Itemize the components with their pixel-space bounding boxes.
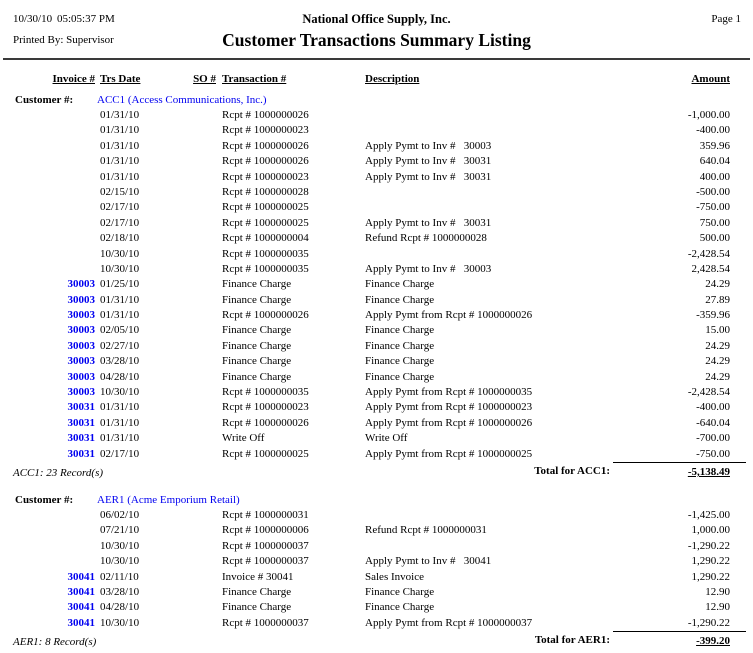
transaction-row [8, 108, 746, 123]
trs-date: 03/28/10 [100, 355, 140, 368]
transaction-number: Rcpt # 1000000026 [222, 139, 309, 152]
amount: -500.00 [696, 185, 730, 198]
so-number [165, 170, 216, 185]
description [365, 108, 620, 123]
total-label: Total for AER1: [534, 634, 610, 647]
amount: 1,000.00 [691, 524, 730, 537]
amount: 12.90 [705, 585, 730, 598]
customer-label: Customer #: [15, 493, 74, 506]
trs-date: 02/15/10 [100, 185, 140, 198]
record-count: ACC1: 23 Record(s) [13, 466, 104, 479]
transactions-table [8, 73, 746, 653]
amount: 500.00 [699, 232, 730, 245]
description: Apply Pymt from Rcpt # 1000000026 [365, 416, 533, 429]
so-number [165, 523, 216, 538]
description: Write Off [365, 432, 408, 445]
invoice-number-link [8, 262, 95, 277]
printed-by: Printed By: Supervisor [13, 34, 114, 46]
transaction-number: Rcpt # 1000000023 [222, 170, 309, 183]
trs-date: 01/31/10 [100, 432, 140, 445]
invoice-number-link [8, 554, 95, 569]
so-number [165, 416, 216, 431]
sections [8, 91, 746, 649]
so-number [165, 216, 216, 231]
so-number [165, 185, 216, 200]
trs-date: 02/17/10 [100, 201, 140, 214]
trs-date: 10/30/10 [100, 555, 140, 568]
transaction-row [8, 431, 746, 446]
description: Finance Charge [365, 601, 435, 614]
transaction-row [8, 400, 746, 415]
amount: 24.29 [705, 370, 730, 383]
amount: 24.29 [705, 339, 730, 352]
transaction-number: Finance Charge [222, 601, 292, 614]
so-number [165, 508, 216, 523]
col-so: SO # [193, 73, 216, 85]
so-number [165, 154, 216, 169]
transaction-row [8, 600, 746, 615]
transaction-number: Write Off [222, 432, 265, 445]
so-number [165, 539, 216, 554]
trs-date: 02/17/10 [100, 447, 140, 460]
invoice-number-link [8, 508, 95, 523]
transaction-row [8, 231, 746, 246]
transaction-number: Rcpt # 1000000004 [222, 232, 309, 245]
transaction-number: Rcpt # 1000000026 [222, 416, 309, 429]
amount: -750.00 [696, 447, 730, 460]
transaction-row [8, 216, 746, 231]
invoice-number-link [8, 108, 95, 123]
transaction-row [8, 370, 746, 385]
total-label: Total for ACC1: [534, 464, 610, 477]
transaction-row [8, 123, 746, 138]
trs-date: 10/30/10 [100, 262, 140, 275]
description [365, 508, 620, 523]
transaction-row [8, 200, 746, 215]
transaction-row [8, 247, 746, 262]
transaction-number: Rcpt # 1000000035 [222, 247, 309, 260]
trs-date: 02/05/10 [100, 324, 140, 337]
transaction-row [8, 523, 746, 538]
description: Apply Pymt to Inv # 30031 [365, 216, 492, 229]
so-number [165, 323, 216, 338]
transaction-row [8, 554, 746, 569]
amount: 359.96 [699, 139, 730, 152]
transaction-row [8, 293, 746, 308]
description: Finance Charge [365, 324, 435, 337]
col-invoice: Invoice # [52, 73, 95, 85]
amount: 400.00 [699, 170, 730, 183]
transaction-row [8, 570, 746, 585]
transaction-number: Rcpt # 1000000023 [222, 124, 309, 137]
section-total-row [8, 631, 746, 649]
so-number [165, 431, 216, 446]
trs-date: 01/31/10 [100, 109, 140, 121]
invoice-number-link[interactable]: 30003 [67, 370, 95, 383]
invoice-number-link [8, 123, 95, 138]
invoice-number-link[interactable]: 30003 [67, 293, 95, 306]
total-amount: -399.20 [613, 631, 746, 649]
transaction-row [8, 416, 746, 431]
so-number [165, 277, 216, 292]
amount: 1,290.22 [691, 555, 730, 568]
description: Apply Pymt from Rcpt # 1000000023 [365, 401, 533, 414]
company-name: National Office Supply, Inc. [302, 12, 451, 26]
invoice-number-link [8, 154, 95, 169]
description: Sales Invoice [365, 570, 424, 583]
section-total-row [8, 462, 746, 480]
amount: -1,290.22 [687, 539, 730, 552]
transaction-row [8, 508, 746, 523]
transaction-row [8, 308, 746, 323]
so-number [165, 339, 216, 354]
description [365, 247, 620, 262]
description: Finance Charge [365, 370, 435, 383]
column-headers [8, 73, 746, 91]
invoice-number-link [8, 216, 95, 231]
trs-date: 01/31/10 [100, 155, 140, 168]
transaction-row [8, 539, 746, 554]
amount: 12.90 [705, 601, 730, 614]
description: Finance Charge [365, 293, 435, 306]
transaction-number: Finance Charge [222, 370, 292, 383]
description: Refund Rcpt # 1000000028 [365, 232, 487, 245]
amount: -1,000.00 [687, 109, 730, 121]
transaction-row [8, 354, 746, 369]
so-number [165, 247, 216, 262]
report-title: Customer Transactions Summary Listing [222, 30, 531, 50]
so-number [165, 308, 216, 323]
description [365, 123, 620, 138]
so-number [165, 570, 216, 585]
customer-name-link[interactable]: ACC1 (Access Communications, Inc.) [97, 94, 267, 106]
page-number: Page 1 [711, 13, 741, 25]
description: Finance Charge [365, 278, 435, 291]
amount: 750.00 [699, 216, 730, 229]
description: Apply Pymt to Inv # 30041 [365, 555, 492, 568]
trs-date: 01/31/10 [100, 139, 140, 152]
trs-date: 01/31/10 [100, 170, 140, 183]
customer-section [8, 91, 746, 480]
amount: -700.00 [696, 432, 730, 445]
record-count: AER1: 8 Record(s) [13, 636, 97, 649]
transaction-number: Rcpt # 1000000025 [222, 201, 309, 214]
total-amount: -5,138.49 [613, 462, 746, 480]
invoice-number-link [8, 247, 95, 262]
invoice-number-link [8, 231, 95, 246]
description [365, 200, 620, 215]
transaction-number: Rcpt # 1000000006 [222, 524, 309, 537]
transaction-number: Finance Charge [222, 278, 292, 291]
amount: 27.89 [705, 293, 730, 306]
so-number [165, 400, 216, 415]
amount: -400.00 [696, 401, 730, 414]
section-rows [8, 108, 746, 462]
so-number [165, 585, 216, 600]
description: Refund Rcpt # 1000000031 [365, 524, 487, 537]
amount: 1,290.22 [691, 570, 730, 583]
transaction-row [8, 585, 746, 600]
transaction-row [8, 616, 746, 631]
amount: 2,428.54 [691, 262, 730, 275]
transaction-number: Rcpt # 1000000026 [222, 109, 309, 121]
description [365, 539, 620, 554]
so-number [165, 600, 216, 615]
invoice-number-link[interactable]: 30031 [67, 447, 95, 460]
trs-date: 04/28/10 [100, 601, 140, 614]
transaction-number: Rcpt # 1000000035 [222, 262, 309, 275]
transaction-number: Rcpt # 1000000031 [222, 508, 309, 521]
invoice-number-link[interactable]: 30041 [67, 570, 95, 583]
transaction-number: Rcpt # 1000000026 [222, 309, 309, 322]
amount: 24.29 [705, 278, 730, 291]
invoice-number-link [8, 200, 95, 215]
so-number [165, 354, 216, 369]
so-number [165, 139, 216, 154]
trs-date: 07/21/10 [100, 524, 140, 537]
trs-date: 01/31/10 [100, 401, 140, 414]
invoice-number-link[interactable]: 30003 [67, 324, 95, 337]
transaction-number: Rcpt # 1000000037 [222, 555, 309, 568]
transaction-number: Rcpt # 1000000025 [222, 216, 309, 229]
trs-date: 01/31/10 [100, 309, 140, 322]
trs-date: 01/31/10 [100, 293, 140, 306]
so-number [165, 108, 216, 123]
transaction-row [8, 262, 746, 277]
transaction-row [8, 154, 746, 169]
amount: -400.00 [696, 124, 730, 137]
amount: -2,428.54 [687, 247, 730, 260]
customer-name-link[interactable]: AER1 (Acme Emporium Retail) [97, 493, 240, 506]
so-number [165, 554, 216, 569]
report-date: 10/30/10 [13, 13, 53, 25]
amount: -1,425.00 [687, 508, 730, 521]
invoice-number-link[interactable]: 30041 [67, 585, 95, 598]
so-number [165, 370, 216, 385]
report-time: 05:05:37 PM [57, 13, 115, 25]
description: Finance Charge [365, 355, 435, 368]
customer-label: Customer #: [15, 94, 74, 106]
description: Apply Pymt to Inv # 30003 [365, 139, 492, 152]
transaction-number: Finance Charge [222, 339, 292, 352]
invoice-number-link [8, 523, 95, 538]
customer-header-row [8, 91, 746, 108]
transaction-number: Rcpt # 1000000023 [222, 401, 309, 414]
amount: 640.04 [699, 155, 730, 168]
transaction-number: Finance Charge [222, 324, 292, 337]
transaction-row [8, 170, 746, 185]
invoice-number-link[interactable]: 30003 [67, 386, 95, 399]
transaction-number: Rcpt # 1000000037 [222, 616, 309, 629]
header-divider [3, 58, 750, 60]
trs-date: 01/31/10 [100, 124, 140, 137]
invoice-number-link [8, 139, 95, 154]
trs-date: 06/02/10 [100, 508, 140, 521]
section-rows [8, 508, 746, 631]
transaction-row [8, 447, 746, 462]
description: Finance Charge [365, 585, 435, 598]
trs-date: 02/18/10 [100, 232, 140, 245]
transaction-number: Invoice # 30041 [222, 570, 294, 583]
trs-date: 10/30/10 [100, 616, 140, 629]
so-number [165, 293, 216, 308]
invoice-number-link[interactable]: 30003 [67, 278, 95, 291]
amount: 15.00 [705, 324, 730, 337]
invoice-number-link [8, 170, 95, 185]
transaction-number: Rcpt # 1000000035 [222, 386, 309, 399]
transaction-row [8, 339, 746, 354]
so-number [165, 616, 216, 631]
trs-date: 02/17/10 [100, 216, 140, 229]
description: Apply Pymt from Rcpt # 1000000037 [365, 616, 533, 629]
so-number [165, 200, 216, 215]
amount: -1,290.22 [687, 616, 730, 629]
trs-date: 10/30/10 [100, 247, 140, 260]
trs-date: 02/11/10 [100, 570, 139, 583]
transaction-row [8, 323, 746, 338]
trs-date: 10/30/10 [100, 539, 140, 552]
invoice-number-link [8, 539, 95, 554]
transaction-number: Finance Charge [222, 585, 292, 598]
customer-section [8, 491, 746, 649]
trs-date: 02/27/10 [100, 339, 140, 352]
trs-date: 01/31/10 [100, 416, 140, 429]
amount: -359.96 [696, 309, 730, 322]
invoice-number-link[interactable]: 30031 [67, 432, 95, 445]
so-number [165, 447, 216, 462]
description: Apply Pymt from Rcpt # 1000000035 [365, 386, 533, 399]
invoice-number-link[interactable]: 30003 [67, 355, 95, 368]
customer-header-row [8, 491, 746, 508]
col-amount: Amount [691, 73, 730, 85]
transaction-row [8, 277, 746, 292]
description: Finance Charge [365, 339, 435, 352]
transaction-row [8, 385, 746, 400]
amount: -640.04 [696, 416, 730, 429]
transaction-number: Rcpt # 1000000025 [222, 447, 309, 460]
trs-date: 04/28/10 [100, 370, 140, 383]
description: Apply Pymt to Inv # 30031 [365, 170, 492, 183]
transaction-number: Rcpt # 1000000037 [222, 539, 309, 552]
trs-date: 03/28/10 [100, 585, 140, 598]
invoice-number-link[interactable]: 30003 [67, 309, 95, 322]
amount: -2,428.54 [687, 386, 730, 399]
description [365, 185, 620, 200]
transaction-number: Finance Charge [222, 293, 292, 306]
description: Apply Pymt from Rcpt # 1000000025 [365, 447, 533, 460]
invoice-number-link[interactable]: 30041 [67, 616, 95, 629]
trs-date: 01/25/10 [100, 278, 140, 291]
so-number [165, 123, 216, 138]
description: Apply Pymt to Inv # 30031 [365, 155, 492, 168]
transaction-row [8, 139, 746, 154]
invoice-number-link[interactable]: 30031 [67, 401, 95, 414]
invoice-number-link[interactable]: 30041 [67, 601, 95, 614]
so-number [165, 231, 216, 246]
transaction-number: Finance Charge [222, 355, 292, 368]
so-number [165, 385, 216, 400]
so-number [165, 262, 216, 277]
description: Apply Pymt from Rcpt # 1000000026 [365, 309, 533, 322]
col-transaction: Transaction # [222, 73, 287, 85]
amount: -750.00 [696, 201, 730, 214]
col-description: Description [365, 73, 420, 85]
transaction-row [8, 185, 746, 200]
trs-date: 10/30/10 [100, 386, 140, 399]
invoice-number-link[interactable]: 30031 [67, 416, 95, 429]
invoice-number-link[interactable]: 30003 [67, 339, 95, 352]
description: Apply Pymt to Inv # 30003 [365, 262, 492, 275]
invoice-number-link [8, 185, 95, 200]
amount: 24.29 [705, 355, 730, 368]
col-trs-date: Trs Date [100, 73, 141, 85]
transaction-number: Rcpt # 1000000028 [222, 185, 309, 198]
transaction-number: Rcpt # 1000000026 [222, 155, 309, 168]
